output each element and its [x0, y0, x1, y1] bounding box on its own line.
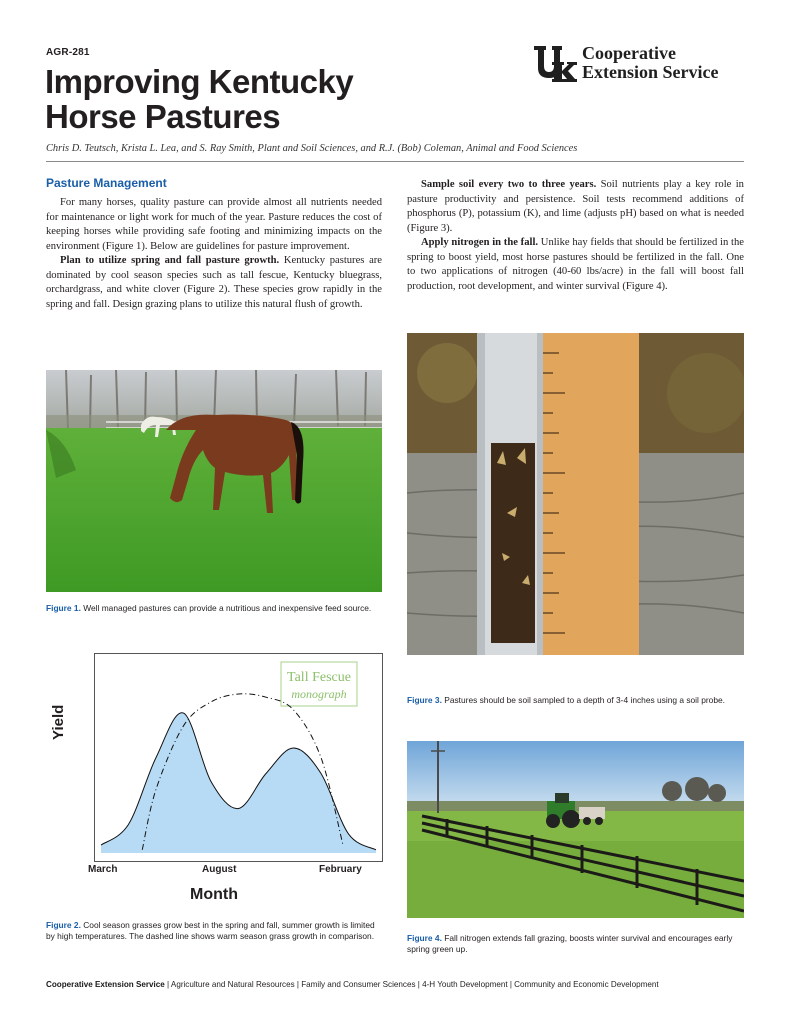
logo-line-1: Cooperative: [582, 43, 676, 63]
footer-org: Cooperative Extension Service: [46, 980, 165, 989]
figure-4-caption: [407, 933, 744, 955]
x-tick-march: March: [88, 864, 118, 875]
paragraph: [407, 236, 744, 294]
section-heading: Pasture Management: [46, 176, 167, 190]
paragraph-lead: Sample soil every two to three years.: [421, 179, 597, 190]
watermark-line-1: Tall Fescue: [287, 670, 351, 685]
figure-label: Figure 4.: [407, 933, 442, 943]
right-column-text: [407, 178, 744, 294]
figure-1-photo: [46, 370, 382, 592]
paragraph-lead: Apply nitrogen in the fall.: [421, 237, 539, 248]
uk-logo-icon: [532, 44, 578, 84]
figure-2-chart: [94, 653, 383, 862]
publication-number: AGR-281: [46, 47, 90, 58]
page-title: [45, 64, 485, 134]
logo-text: [582, 44, 719, 82]
pasture-tractor-image: [407, 741, 744, 918]
paragraph-body: Soil nutrients play a key role in pasture productivity and persistence. Soil tests recommend additions of phosphorus (P), potassium (K), and lime (adjusts pH) based on what is needed (Figure 3).: [407, 179, 744, 234]
watermark-line-2: monograph: [291, 687, 347, 701]
chart-x-axis-label: Month: [190, 886, 238, 903]
soil-probe-image: [407, 333, 744, 655]
caption-text: Pastures should be soil sampled to a depth of 3-4 inches using a soil probe.: [441, 695, 725, 705]
chart-y-axis-label: Yield: [50, 704, 67, 740]
logo-line-2: Extension Service: [582, 62, 719, 82]
figure-4-photo: [407, 741, 744, 918]
authors-line: Chris D. Teutsch, Krista L. Lea, and S. Ray Smith, Plant and Soil Sciences, and R.J. (Bob) Coleman, Animal and Food Sciences: [46, 143, 578, 154]
title-line-1: Improving Kentucky: [45, 63, 354, 100]
figure-label: Figure 1.: [46, 603, 81, 613]
figure-label: Figure 3.: [407, 695, 442, 705]
left-column-text: [46, 196, 382, 312]
paragraph: [46, 254, 382, 312]
series-area-fill: [101, 713, 376, 853]
horse-grazing-image: [46, 370, 382, 592]
paragraph-lead: Plan to utilize spring and fall pasture growth.: [60, 255, 280, 266]
figure-1-caption: [46, 603, 382, 614]
figure-2-caption: [46, 920, 382, 942]
paragraph-body: Unlike hay fields that should be fertilized in the spring to boost yield, most horse pastures should be fertilized in the fall. One to two applications of nitrogen (40-60 lbs/acre) in the fall will boost fall production, root development, and winter survival (Figure 4).: [407, 237, 744, 292]
caption-text: Cool season grasses grow best in the spring and fall, summer growth is limited by high temperatures. The dashed line shows warm season grass growth in comparison.: [46, 920, 375, 941]
figure-3-caption: [407, 695, 744, 706]
figure-label: Figure 2.: [46, 920, 81, 930]
footer: [46, 980, 746, 989]
caption-text: Fall nitrogen extends fall grazing, boosts winter survival and encourages early spring green up.: [407, 933, 733, 954]
footer-units: | Agriculture and Natural Resources | Family and Consumer Sciences | 4-H Youth Development | Community and Economic Development: [164, 980, 659, 989]
extension-logo: [532, 44, 762, 86]
title-line-2: Horse Pastures: [45, 98, 281, 135]
figure-3-photo: [407, 333, 744, 655]
header-divider: [46, 161, 744, 162]
paragraph-body: Kentucky pastures are dominated by cool season species such as tall fescue, Kentucky bluegrass, orchardgrass, and white clover (Figure 2). These species grow rapidly in the spring and fall. Design grazing plans to utilize this natural flush of growth.: [46, 255, 383, 310]
caption-text: Well managed pastures can provide a nutritious and inexpensive feed source.: [80, 603, 372, 613]
x-tick-february: February: [319, 864, 362, 875]
paragraph: For many horses, quality pasture can provide almost all nutrients needed for maintenance or light work for much of the year. Pasture reduces the cost of keeping horses while providing safe footing and minimizing impacts on the environment (Figure 1). Below are guidelines for pasture improvement.: [46, 197, 382, 252]
x-tick-august: August: [202, 864, 237, 875]
paragraph: [407, 178, 744, 236]
growth-curve-chart: [95, 654, 382, 861]
